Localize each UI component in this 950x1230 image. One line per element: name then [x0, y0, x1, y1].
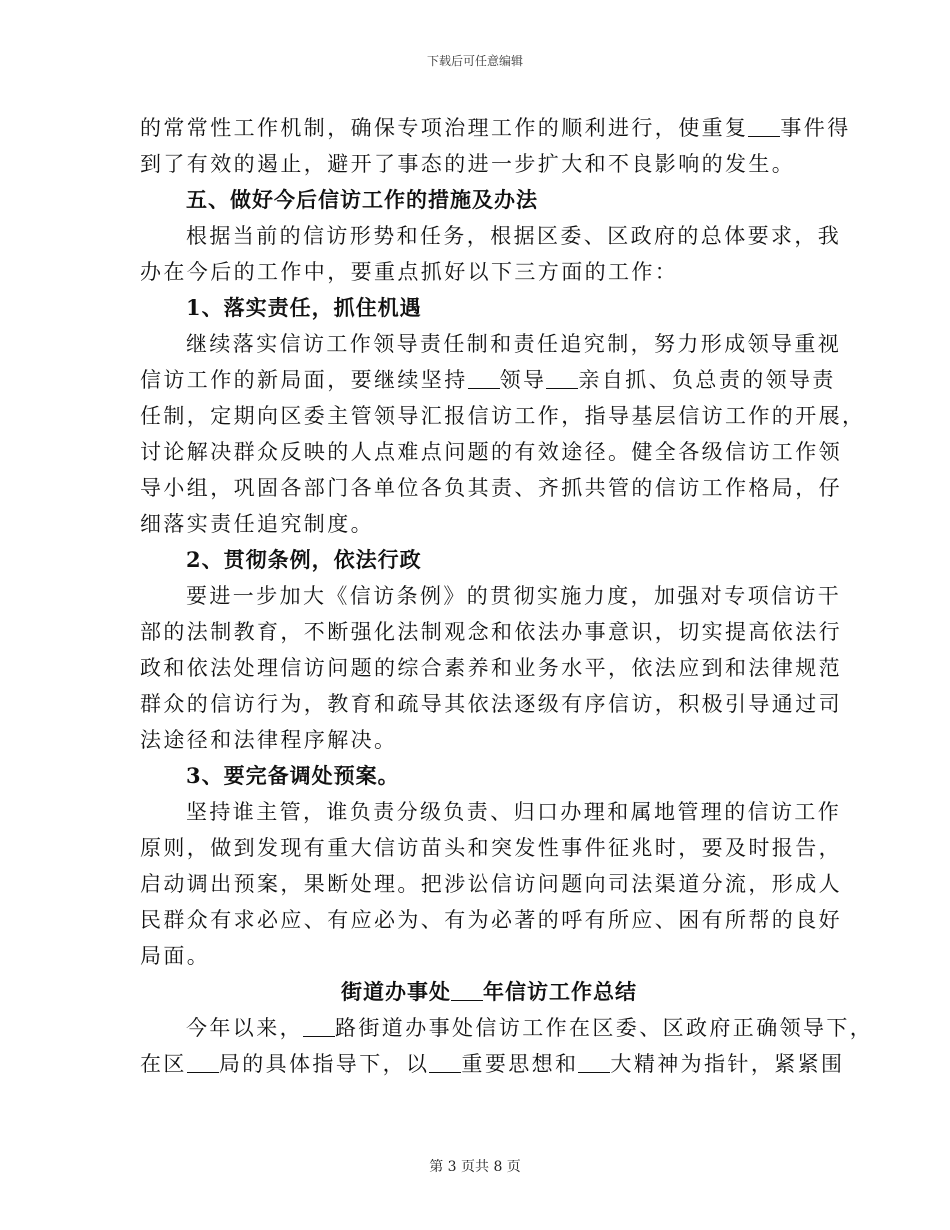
- body-line: 启动调出预案，果断处理。把涉讼信访问题向司法渠道分流，形成人: [140, 872, 842, 896]
- body-line: 细落实责任追究制度。: [140, 512, 374, 536]
- body-line: 任制，定期向区委主管领导汇报信访工作，指导基层信访工作的开展，: [140, 404, 866, 428]
- document-title: 街道办事处 年信访工作总结: [341, 979, 637, 1004]
- body-line: 原则，做到发现有重大信访苗头和突发性事件征兆时，要及时报告，: [140, 836, 842, 860]
- body-line: 在区 局的具体指导下，以 重要思想和 大精神为指针，紧紧围: [140, 1052, 845, 1076]
- document-body: [140, 110, 874, 1082]
- section-heading: 1、落实责任，抓住机遇: [186, 295, 422, 320]
- body-line: 部的法制教育，不断强化法制观念和依法办事意识，切实提高依法行: [140, 620, 842, 644]
- paragraph-start-line: 坚持谁主管，谁负责分级负责、归口办理和属地管理的信访工作: [186, 800, 842, 824]
- body-line: 到了有效的遏止，避开了事态的进一步扩大和不良影响的发生。: [140, 152, 796, 176]
- body-line: 民群众有求必应、有应必为、有为必著的呼有所应、困有所帮的良好: [140, 908, 842, 932]
- fill-in-blank: [578, 1052, 610, 1073]
- body-line: 导小组，巩固各部门各单位各负其责、齐抓共管的信访工作格局，仔: [140, 476, 842, 500]
- fill-in-blank: [468, 368, 500, 389]
- section-heading: 3、要完备调处预案。: [186, 763, 400, 788]
- fill-in-blank: [303, 1016, 335, 1037]
- fill-in-blank: [187, 1052, 219, 1073]
- paragraph-start-line: 根据当前的信访形势和任务，根据区委、区政府的总体要求，我: [186, 224, 842, 248]
- fill-in-blank: [451, 980, 483, 1001]
- body-line: 群众的信访行为，教育和疏导其依法逐级有序信访，积极引导通过司: [140, 692, 842, 716]
- paragraph-start-line: 今年以来， 路街道办事处信访工作在区委、区政府正确领导下，: [186, 1016, 874, 1040]
- page-footer: 第 3 页共 8 页: [429, 1159, 521, 1175]
- body-line: 法途径和法律程序解决。: [140, 728, 398, 752]
- fill-in-blank: [546, 368, 578, 389]
- fill-in-blank: [748, 116, 780, 137]
- body-line: 的常常性工作机制，确保专项治理工作的顺利进行，使重复 事件得: [140, 116, 851, 140]
- section-heading: 五、做好今后信访工作的措施及办法: [186, 187, 538, 212]
- body-line: 办在今后的工作中，要重点抓好以下三方面的工作：: [140, 260, 679, 284]
- body-line: 信访工作的新局面，要继续坚持 领导 亲自抓、负总责的领导责: [140, 368, 836, 392]
- paragraph-start-line: 继续落实信访工作领导责任制和责任追究制，努力形成领导重视: [186, 332, 842, 356]
- page-header: 下载后可任意编辑: [426, 54, 523, 68]
- section-heading: 2、贯彻条例，依法行政: [186, 547, 422, 572]
- fill-in-blank: [429, 1052, 461, 1073]
- paragraph-start-line: 要进一步加大《信访条例》的贯彻实施力度，加强对专项信访干: [186, 584, 842, 608]
- body-line: 讨论解决群众反映的人点难点问题的有效途径。健全各级信访工作领: [140, 440, 842, 464]
- body-line: 政和依法处理信访问题的综合素养和业务水平，依法应到和法律规范: [140, 656, 842, 680]
- body-line: 局面。: [140, 944, 211, 968]
